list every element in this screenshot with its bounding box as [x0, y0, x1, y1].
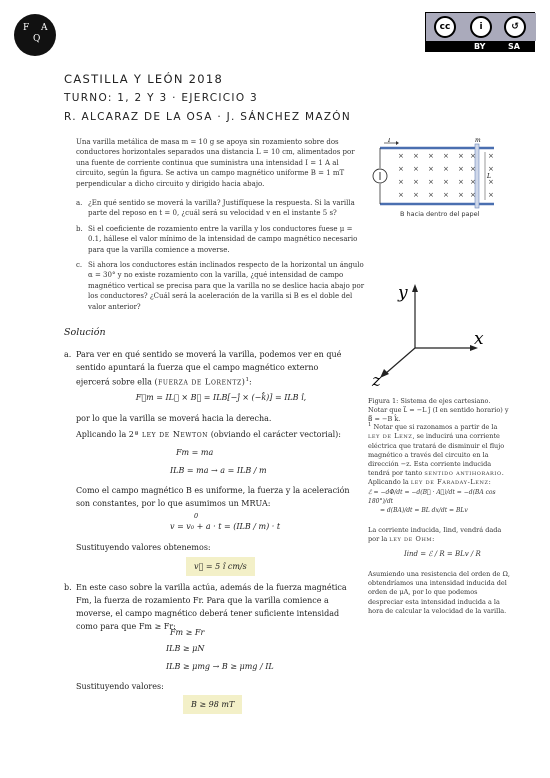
solution-b-p1: En este caso sobre la varilla actúa, además de la fuerza magnética Fm, la fuerza de rozamiento Fr. Para que la varilla comience a moverse, el campo magnético deberá tener suficiente intensidad como para que Fm ≥ Fr:	[76, 583, 347, 631]
footnote-ref-1: 1	[245, 377, 250, 383]
ohm-law-ref: ley de Ohm	[389, 535, 433, 544]
footnote-ohm	[368, 526, 510, 544]
counterclockwise-ref: sentido antihorario	[424, 469, 502, 478]
solution-title: Solución	[64, 327, 106, 338]
problem-intro: Una varilla metálica de masa m = 10 g se apoya sin rozamiento sobre dos conductores horizontales separados una distancia L = 10 cm, alimentados por una fuente de corriente continua que suministra una intensidad I = 1 A al circuito, según la figura. Se activa un campo magnético uniforme B = 1 mT perpendicular a dicho circuito y dirigido hacia abajo.	[76, 138, 355, 188]
circuit-caption: B hacia dentro del papel	[400, 210, 480, 218]
field-cross-icon: ×	[398, 165, 404, 173]
question-c-text: Si ahora los conductores están inclinados respecto de la horizontal un ángulo α = 30° y no existe rozamiento con la varilla, ¿qué intensidad de campo magnético vertical se precisa para que la varilla no se deslice hacia abajo por los conductores? ¿Cuál será la aceleración de la varilla si B es el doble del valor anterior?	[88, 261, 365, 311]
equation-emf-1: ℰ = −dΦ/dt = −d(B⃗ · A⃗)/dt = −d(BA cos 180°)/dt	[368, 489, 496, 506]
circuit-figure	[368, 138, 496, 213]
cc-label-by: BY	[474, 42, 486, 51]
axis-x-label: x	[474, 329, 484, 349]
field-cross-icon: ×	[470, 165, 476, 173]
footnote-ohm-end: :	[432, 535, 435, 544]
logo-letter-q: Q	[33, 34, 41, 44]
field-cross-icon: ×	[488, 152, 494, 160]
field-cross-icon: ×	[443, 178, 449, 186]
share-alike-icon: ↺	[504, 16, 526, 38]
solution-a-p1: Para ver en qué sentido se moverá la varilla, podemos ver en qué sentido apuntará la fuerza que el campo magnético externo ejercerá sobre ella	[76, 350, 342, 387]
solution-a-p3-post: (obviando el carácter vectorial):	[210, 430, 341, 439]
axes-figure	[360, 278, 490, 388]
question-a-text: ¿En qué sentido se moverá la varilla? Justifíquese la respuesta. Si la varilla parte del reposo en t = 0, ¿cuál será su velocidad v en el instante 5 s?	[88, 199, 355, 218]
lenz-law-ref: ley de Lenz	[368, 432, 413, 441]
footnote-1-pre: Notar que si razonamos a partir de la	[373, 423, 498, 432]
equation-lorentz: F⃗m = IL⃗ × B⃗ = ILB[−ĵ × (−k̂)] = ILB î,	[135, 393, 307, 402]
cc-label-sa: SA	[508, 42, 520, 51]
solution-a-label: a.	[64, 350, 72, 359]
question-a	[76, 198, 366, 219]
exam-turn: TURNO: 1, 2 Y 3 · EJERCICIO 3	[64, 92, 258, 104]
result-b-box	[183, 695, 242, 714]
current-arrow-icon	[384, 141, 399, 145]
question-a-label: a.	[76, 199, 83, 207]
field-cross-icon: ×	[458, 191, 464, 199]
footnote-conclusion: Asumiendo una resistencia del orden de Ω, obtendríamos una intensidad inducida del orden de μA, por lo que podemos despreciar esta intensidad inducida a la hora de calcular la velocidad de la varilla.	[368, 570, 510, 615]
equation-emf-2: = d(BA)/dt = BL dx/dt = BLv	[380, 507, 468, 514]
field-cross-icon: ×	[398, 178, 404, 186]
equation-newton: Fm = ma	[176, 448, 214, 457]
question-c	[76, 260, 366, 312]
field-cross-icon: ×	[443, 152, 449, 160]
field-cross-icon: ×	[428, 191, 434, 199]
axis-z-label: z	[372, 371, 381, 388]
solution-a-p2: por lo que la varilla se moverá hacia la derecha.	[76, 414, 272, 423]
attribution-icon: i	[470, 16, 492, 38]
footnote-1-mid: , se inducirá una corriente eléctrica que tratará de disminuir el flujo magnético a través del circuito en la dirección −z. Esta corriente inducida tendrá por tanto	[368, 432, 505, 478]
solution-b-label: b.	[64, 583, 72, 592]
solution-b-p2: Sustituyendo valores:	[76, 682, 164, 691]
footnote-ohm-pre: La corriente inducida, Iind, vendrá dada por la	[368, 526, 502, 544]
solution-a-p3-pre: Aplicando la	[76, 430, 127, 439]
equation-friction: ILB ≥ μN	[166, 644, 205, 653]
newton-law-ref: 2ª ley de Newton	[128, 430, 209, 439]
society-logo	[14, 14, 56, 56]
cc-by-sa-badge[interactable]	[425, 12, 535, 52]
question-b-text: Si el coeficiente de rozamiento entre la varilla y los conductores fuese μ = 0.1, hállese el valor mínimo de la intensidad de campo magnético necesario para que la varilla comience a moverse.	[88, 225, 358, 254]
current-label: I	[388, 138, 391, 144]
field-cross-icon: ×	[428, 178, 434, 186]
question-c-label: c.	[76, 261, 83, 269]
result-min-field: B ≥ 98 mT	[183, 695, 242, 714]
field-cross-icon: ×	[398, 152, 404, 160]
cc-icon: cc	[434, 16, 456, 38]
rod-mass-label: m	[475, 138, 481, 144]
exam-authors: R. ALCARAZ DE LA OSA · J. SÁNCHEZ MAZÓN	[64, 111, 352, 123]
length-label: L	[487, 173, 491, 180]
solution-a-p3	[76, 428, 366, 441]
question-b	[76, 224, 366, 255]
axis-y-label: y	[398, 283, 408, 303]
field-cross-icon: ×	[458, 165, 464, 173]
footnote-1-mid2: . Aplicando la	[368, 469, 504, 487]
logo-letter-a: A	[41, 23, 48, 33]
footnote-1-number: 1	[368, 422, 372, 428]
field-cross-icon: ×	[398, 191, 404, 199]
initial-velocity-zero: 0	[194, 512, 199, 520]
equation-ohm: Iind = ℰ / R = BLv / R	[404, 550, 481, 558]
field-cross-icon: ×	[488, 178, 494, 186]
logo-letter-f: F	[23, 23, 30, 33]
field-cross-icon: ×	[413, 191, 419, 199]
field-cross-icon: ×	[488, 165, 494, 173]
field-cross-icon: ×	[443, 191, 449, 199]
field-cross-icon: ×	[413, 178, 419, 186]
field-cross-icon: ×	[488, 191, 494, 199]
solution-b	[64, 581, 354, 633]
field-cross-icon: ×	[413, 165, 419, 173]
solution-a: a. Para ver en qué sentido se moverá la varilla, podemos ver en qué sentido apuntará la fuerza que el campo magnético externo ejercerá sobre ella (fuerza de Lorentz)$^1$:	[64, 350, 342, 387]
equation-force-condition: Fm ≥ Fr	[170, 628, 205, 637]
footnote-1-end: :	[488, 478, 491, 487]
result-velocity: v⃗ = 5 î cm/s	[186, 557, 255, 576]
question-b-label: b.	[76, 225, 83, 233]
lorentz-force-ref: (fuerza de Lorentz)	[154, 377, 246, 387]
faraday-lenz-ref: ley de Faraday-Lenz	[410, 478, 489, 487]
exam-title: CASTILLA Y LEÓN 2018	[64, 72, 224, 86]
axes-caption: Figura 1: Sistema de ejes cartesiano. Notar que L⃗ = −L ĵ (I en sentido horario) y B⃗ = −B k̂.	[368, 397, 509, 424]
field-cross-icon: ×	[458, 178, 464, 186]
result-a-box	[186, 557, 255, 576]
field-cross-icon: ×	[458, 152, 464, 160]
solution-a-p5: Sustituyendo valores obtenemos:	[76, 543, 211, 552]
field-cross-icon: ×	[470, 191, 476, 199]
equation-mrua: v = v₀ + a · t = (ILB / m) · t	[170, 522, 281, 531]
equation-min-field: ILB ≥ μmg → B ≥ μmg / IL	[166, 662, 274, 671]
field-cross-icon: ×	[443, 165, 449, 173]
field-cross-icon: ×	[428, 165, 434, 173]
equation-acceleration: ILB = ma → a = ILB / m	[170, 466, 267, 475]
field-cross-icon: ×	[470, 152, 476, 160]
solution-a-p4: Como el campo magnético B es uniforme, la fuerza y la aceleración son constantes, por lo que asumimos un MRUA:	[76, 486, 350, 508]
footnote-1	[368, 421, 510, 488]
field-cross-icon: ×	[470, 178, 476, 186]
field-cross-icon: ×	[428, 152, 434, 160]
field-crosses	[398, 152, 494, 199]
field-cross-icon: ×	[413, 152, 419, 160]
